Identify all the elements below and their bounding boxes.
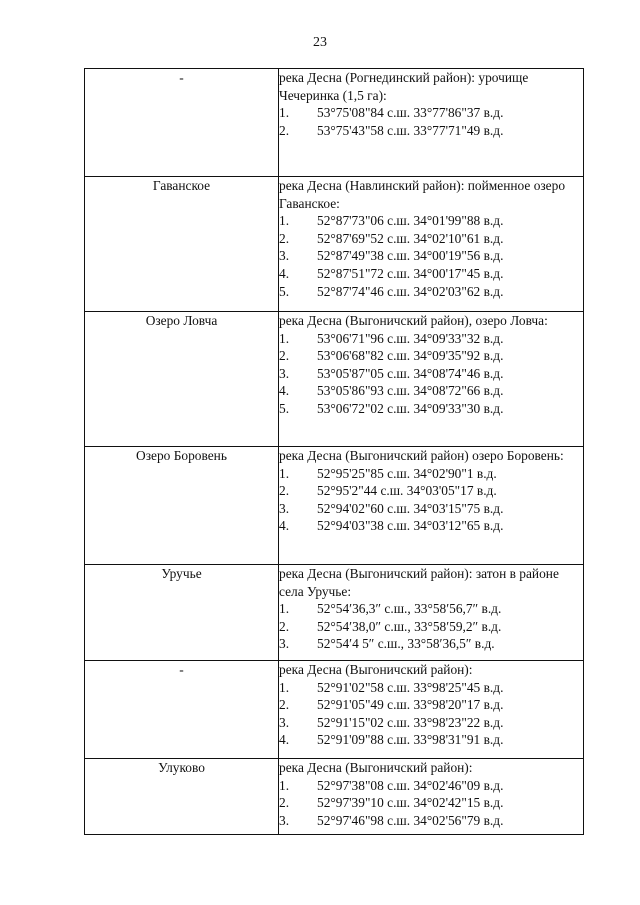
- coordinate-line: [279, 517, 583, 535]
- coordinate-line: [279, 365, 583, 383]
- coordinate-line: [279, 679, 583, 697]
- site-description-cell: [279, 565, 584, 661]
- coordinate-value: 52°87'74"46 с.ш. 34°02'03"62 в.д.: [317, 283, 504, 299]
- table-row: [85, 312, 584, 447]
- coordinate-value: 52°87'69"52 с.ш. 34°02'10"61 в.д.: [317, 230, 504, 246]
- site-description: река Десна (Выгоничский район): затон в районе села Уручье:: [279, 566, 559, 599]
- coordinate-value: 52°91'02"58 с.ш. 33°98'25"45 в.д.: [317, 679, 504, 695]
- site-name: Озеро Ловча: [85, 312, 279, 447]
- coordinate-value: 52°54′38,0″ с.ш., 33°58′59,2″ в.д.: [317, 618, 502, 634]
- coordinate-line: [279, 283, 583, 301]
- coordinate-number: 1.: [279, 330, 290, 346]
- coordinate-number: 2.: [279, 483, 290, 499]
- coordinate-line: [279, 104, 583, 122]
- coordinate-value: 53°75'08"84 с.ш. 33°77'86"37 в.д.: [317, 105, 504, 121]
- coordinate-number: 3.: [279, 714, 290, 730]
- coordinate-line: [279, 777, 583, 795]
- table-row: [85, 759, 584, 835]
- coordinate-line: [279, 347, 583, 365]
- coordinate-value: 53°06'68"82 с.ш. 34°09'35"92 в.д.: [317, 348, 504, 364]
- coordinate-value: 52°97'38"08 с.ш. 34°02'46"09 в.д.: [317, 777, 504, 793]
- coordinate-value: 53°05'87"05 с.ш. 34°08'74"46 в.д.: [317, 365, 504, 381]
- site-name: Озеро Боровень: [85, 447, 279, 565]
- table-row: [85, 661, 584, 759]
- coordinate-number: 2.: [279, 618, 290, 634]
- coordinate-line: [279, 635, 583, 653]
- coordinate-line: [279, 731, 583, 749]
- site-description: река Десна (Выгоничский район):: [279, 662, 473, 677]
- coordinate-line: [279, 794, 583, 812]
- table-row: [85, 177, 584, 312]
- site-description-cell: [279, 69, 584, 177]
- coordinate-number: 2.: [279, 230, 290, 246]
- coordinate-number: 3.: [279, 500, 290, 516]
- coordinate-value: 53°75'43"58 с.ш. 33°77'71"49 в.д.: [317, 122, 504, 138]
- coordinate-line: [279, 122, 583, 140]
- coordinate-line: [279, 500, 583, 518]
- table-row: [85, 447, 584, 565]
- coordinate-number: 1.: [279, 679, 290, 695]
- coordinate-value: 52°87'51"72 с.ш. 34°00'17"45 в.д.: [317, 265, 504, 281]
- site-description-cell: [279, 759, 584, 835]
- coordinate-value: 53°05'86"93 с.ш. 34°08'72"66 в.д.: [317, 383, 504, 399]
- site-description: река Десна (Выгоничский район), озеро Ловча:: [279, 313, 548, 328]
- coordinate-number: 4.: [279, 732, 290, 748]
- coordinate-number: 2.: [279, 697, 290, 713]
- coordinate-line: [279, 400, 583, 418]
- coordinate-value: 52°95'25"85 с.ш. 34°02'90"1 в.д.: [317, 465, 497, 481]
- coordinates-table: [84, 68, 584, 835]
- coordinate-number: 1.: [279, 777, 290, 793]
- coordinate-line: [279, 465, 583, 483]
- coordinate-number: 1.: [279, 465, 290, 481]
- coordinate-value: 52°87'73"06 с.ш. 34°01'99"88 в.д.: [317, 213, 504, 229]
- coordinate-value: 52°54′36,3″ с.ш., 33°58′56,7″ в.д.: [317, 601, 502, 617]
- site-description-cell: [279, 312, 584, 447]
- coordinate-value: 53°06'71"96 с.ш. 34°09'33"32 в.д.: [317, 330, 504, 346]
- site-name: Уручье: [85, 565, 279, 661]
- site-name: -: [85, 69, 279, 177]
- coordinate-number: 3.: [279, 812, 290, 828]
- coordinate-number: 4.: [279, 383, 290, 399]
- coordinate-number: 5.: [279, 400, 290, 416]
- coordinate-value: 52°94'03"38 с.ш. 34°03'12"65 в.д.: [317, 518, 504, 534]
- coordinate-line: [279, 714, 583, 732]
- coordinate-number: 1.: [279, 105, 290, 121]
- coordinate-number: 2.: [279, 348, 290, 364]
- site-name: -: [85, 661, 279, 759]
- coordinate-line: [279, 330, 583, 348]
- coordinate-number: 5.: [279, 283, 290, 299]
- coordinate-number: 1.: [279, 601, 290, 617]
- coordinate-line: [279, 382, 583, 400]
- page-number: 23: [313, 35, 327, 50]
- site-description-cell: [279, 447, 584, 565]
- coordinate-value: 52°91'09"88 с.ш. 33°98'31"91 в.д.: [317, 732, 504, 748]
- coordinate-value: 52°91'05"49 с.ш. 33°98'20"17 в.д.: [317, 697, 504, 713]
- coordinate-value: 52°95'2"44 с.ш. 34°03'05"17 в.д.: [317, 483, 497, 499]
- site-description: река Десна (Выгоничский район):: [279, 760, 473, 775]
- site-description: река Десна (Выгоничский район) озеро Боровень:: [279, 448, 564, 463]
- table-body: [85, 69, 584, 835]
- coordinate-line: [279, 247, 583, 265]
- site-description: река Десна (Рогнединский район): урочище Чечеринка (1,5 га):: [279, 70, 529, 103]
- coordinate-line: [279, 812, 583, 830]
- coordinate-line: [279, 212, 583, 230]
- coordinate-number: 3.: [279, 365, 290, 381]
- site-description-cell: [279, 661, 584, 759]
- coordinate-number: 3.: [279, 248, 290, 264]
- coordinate-number: 1.: [279, 213, 290, 229]
- coordinate-number: 3.: [279, 636, 290, 652]
- coordinate-number: 4.: [279, 265, 290, 281]
- table-row: [85, 69, 584, 177]
- site-description: река Десна (Навлинский район): пойменное озеро Гаванское:: [279, 178, 566, 211]
- coordinate-value: 52°87'49"38 с.ш. 34°00'19"56 в.д.: [317, 248, 504, 264]
- coordinate-number: 2.: [279, 795, 290, 811]
- coordinate-value: 52°54′4 5″ с.ш., 33°58′36,5″ в.д.: [317, 636, 495, 652]
- coordinate-value: 52°91'15"02 с.ш. 33°98'23"22 в.д.: [317, 714, 504, 730]
- coordinate-number: 2.: [279, 122, 290, 138]
- coordinate-line: [279, 696, 583, 714]
- coordinate-line: [279, 618, 583, 636]
- coordinate-line: [279, 265, 583, 283]
- coordinate-line: [279, 230, 583, 248]
- coordinate-value: 52°97'39"10 с.ш. 34°02'42"15 в.д.: [317, 795, 504, 811]
- coordinate-value: 53°06'72"02 с.ш. 34°09'33"30 в.д.: [317, 400, 504, 416]
- site-description-cell: [279, 177, 584, 312]
- coordinate-line: [279, 482, 583, 500]
- coordinate-value: 52°94'02"60 с.ш. 34°03'15"75 в.д.: [317, 500, 504, 516]
- site-name: Гаванское: [85, 177, 279, 312]
- coordinate-line: [279, 600, 583, 618]
- table-row: [85, 565, 584, 661]
- site-name: Улуково: [85, 759, 279, 835]
- coordinate-number: 4.: [279, 518, 290, 534]
- coordinate-value: 52°97'46"98 с.ш. 34°02'56"79 в.д.: [317, 812, 504, 828]
